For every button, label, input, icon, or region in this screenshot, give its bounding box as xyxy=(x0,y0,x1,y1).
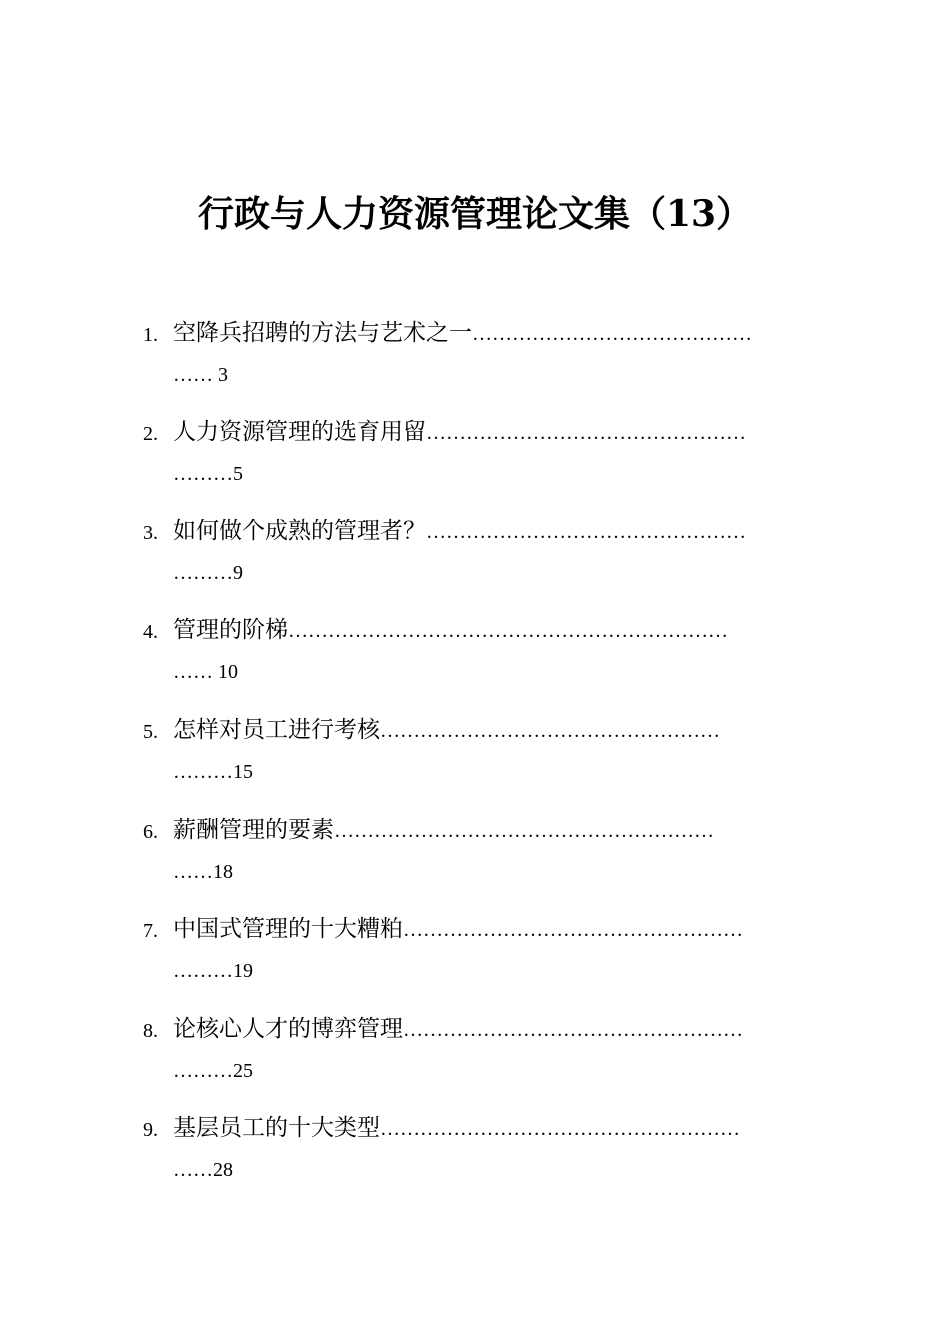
toc-label: 人力资源管理的选育用留 xyxy=(173,419,426,445)
toc-heading xyxy=(173,1112,808,1144)
toc-entry[interactable] xyxy=(140,810,808,908)
document-title: 行政与人力资源管理论文集（13） xyxy=(197,193,753,235)
toc-entry[interactable] xyxy=(140,412,808,510)
toc-label: 基层员工的十大类型 xyxy=(173,1115,380,1141)
toc-leader-dots: ………………………………………… xyxy=(426,521,746,543)
toc-page-ref: …… 3 xyxy=(173,364,228,386)
toc-number: 1. xyxy=(143,324,158,346)
toc-leader-dots: ………………………………………… xyxy=(426,422,746,444)
toc-label: 薪酬管理的要素 xyxy=(173,817,334,843)
toc-entry[interactable] xyxy=(140,610,808,708)
toc-entry-line xyxy=(140,610,808,646)
toc-label: 管理的阶梯 xyxy=(173,617,288,643)
toc-entry-line xyxy=(140,313,808,349)
toc-leader-dots: …………………………………………… xyxy=(403,919,743,941)
toc-number: 5. xyxy=(143,721,158,743)
toc-entry[interactable] xyxy=(140,1009,808,1107)
toc-number: 7. xyxy=(143,920,158,942)
toc-entry-line xyxy=(140,710,808,746)
toc-leader-dots: ………………………………………………… xyxy=(334,820,714,842)
toc-entry-line xyxy=(140,1009,808,1045)
toc-page-ref: ……28 xyxy=(173,1159,233,1181)
toc-label: 空降兵招聘的方法与艺术之一 xyxy=(173,320,472,346)
toc-page-ref: ……18 xyxy=(173,861,233,883)
toc-number: 3. xyxy=(143,522,158,544)
toc-label: 论核心人才的博弈管理 xyxy=(173,1016,403,1042)
toc-heading xyxy=(173,1013,808,1045)
toc-entry-line xyxy=(140,810,808,846)
toc-page-ref: …… 10 xyxy=(173,661,238,683)
toc-number: 9. xyxy=(143,1119,158,1141)
toc-heading xyxy=(173,913,808,945)
toc-heading xyxy=(173,814,808,846)
toc-number: 2. xyxy=(143,423,158,445)
toc-entry[interactable] xyxy=(140,909,808,1007)
toc-heading xyxy=(173,614,808,646)
toc-heading xyxy=(173,515,808,547)
toc-entry[interactable] xyxy=(140,710,808,808)
toc-page-ref: ………9 xyxy=(173,562,243,584)
toc-entry-line xyxy=(140,412,808,448)
toc-number: 6. xyxy=(143,821,158,843)
toc-label: 如何做个成熟的管理者？ xyxy=(173,518,426,544)
toc-leader-dots: ………………………………………………………… xyxy=(288,620,728,642)
toc-leader-dots: …………………………………………… xyxy=(403,1019,743,1041)
toc-heading xyxy=(173,416,808,448)
toc-entry-line xyxy=(140,511,808,547)
toc-leader-dots: ……………………………………………… xyxy=(380,1118,740,1140)
toc-entry-line xyxy=(140,909,808,945)
toc-entry[interactable] xyxy=(140,1108,808,1206)
toc-entry[interactable] xyxy=(140,511,808,609)
toc-entry-line xyxy=(140,1108,808,1144)
toc-entry[interactable] xyxy=(140,313,808,411)
toc-page-ref: ………25 xyxy=(173,1060,253,1082)
toc-leader-dots: …………………………………………… xyxy=(380,720,720,742)
toc-heading xyxy=(173,714,808,746)
toc-page-ref: ………5 xyxy=(173,463,243,485)
toc-leader-dots: …………………………………… xyxy=(472,323,752,345)
toc-number: 4. xyxy=(143,621,158,643)
toc-number: 8. xyxy=(143,1020,158,1042)
toc-heading xyxy=(173,317,808,349)
toc-label: 怎样对员工进行考核 xyxy=(173,717,380,743)
toc-page-ref: ………19 xyxy=(173,960,253,982)
toc-page-ref: ………15 xyxy=(173,761,253,783)
toc-label: 中国式管理的十大糟粕 xyxy=(173,916,403,942)
